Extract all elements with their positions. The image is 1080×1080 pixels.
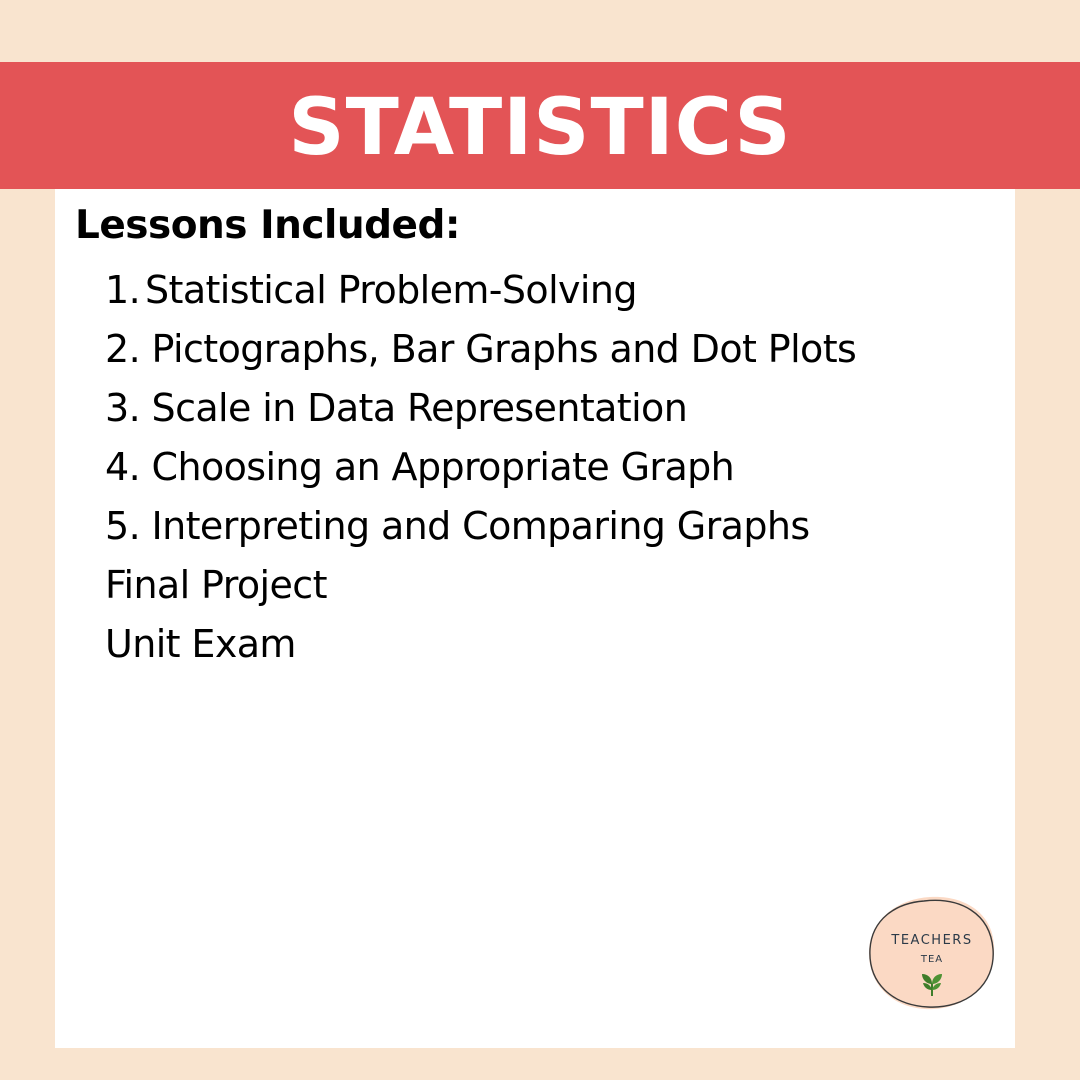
list-item — [105, 379, 856, 438]
title-banner — [0, 62, 1080, 189]
lesson-number: 5. — [105, 504, 141, 548]
list-item — [105, 261, 856, 320]
lesson-number: 2. — [105, 327, 141, 371]
logo-line1: TEACHERS — [891, 933, 973, 948]
logo-line2: TEA — [920, 954, 944, 965]
final-project-item: Final Project — [105, 563, 327, 607]
list-item — [105, 497, 856, 556]
list-item — [105, 320, 856, 379]
lesson-title: Interpreting and Comparing Graphs — [151, 504, 810, 548]
lesson-title: Choosing an Appropriate Graph — [151, 445, 735, 489]
lesson-title: Statistical Problem-Solving — [145, 268, 637, 312]
lesson-title: Scale in Data Representation — [151, 386, 688, 430]
teachers-tea-logo — [866, 893, 996, 1008]
lesson-number: 1. — [105, 268, 141, 312]
unit-exam-item: Unit Exam — [105, 622, 296, 666]
lesson-number: 3. — [105, 386, 141, 430]
lessons-list — [105, 261, 856, 674]
list-item — [105, 438, 856, 497]
lessons-heading: Lessons Included: — [75, 203, 460, 248]
lesson-number: 4. — [105, 445, 141, 489]
lesson-title: Pictographs, Bar Graphs and Dot Plots — [151, 327, 857, 371]
page-title: STATISTICS — [288, 82, 792, 173]
tea-leaf-icon — [918, 971, 946, 997]
